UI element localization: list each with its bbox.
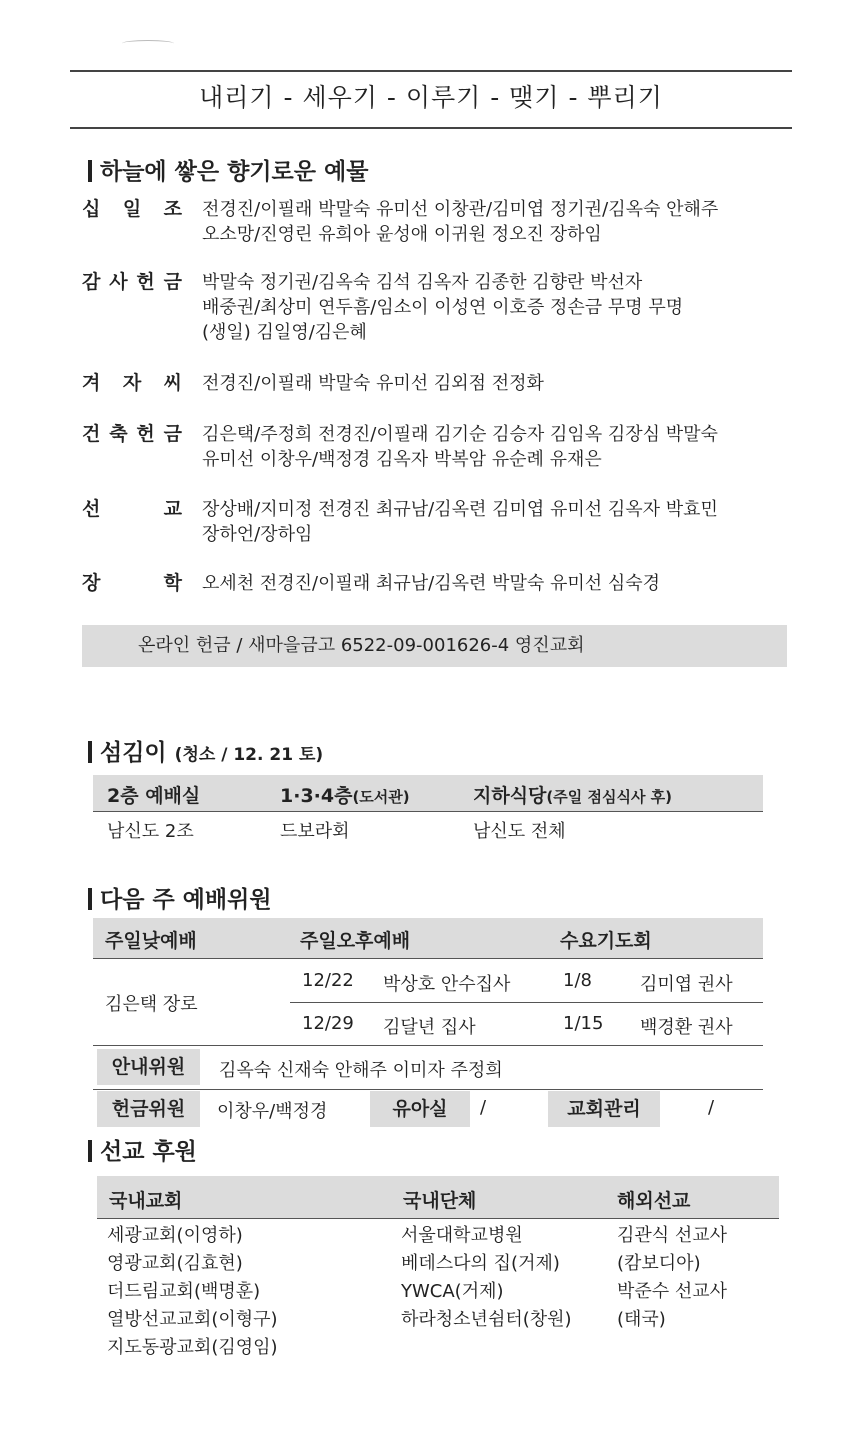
usher-label: 안내위원 xyxy=(97,1049,200,1085)
offering-names-line: 장상배/지미정 전경진 최규남/김옥련 김미엽 유미선 김옥자 박효민 xyxy=(202,499,718,520)
scan-mark xyxy=(122,40,174,47)
offering-category-char: 헌 xyxy=(136,271,155,293)
mission-overseas-item: (태국) xyxy=(617,1309,666,1330)
offering-category xyxy=(82,371,182,396)
offering-category-char: 겨 xyxy=(82,372,101,394)
offering-names-line: 오세천 전경진/이필래 최규남/김옥련 박말숙 유미선 심숙경 xyxy=(202,573,661,594)
offering-category-char: 교 xyxy=(163,498,182,520)
online-offering-text: 온라인 헌금 / 새마을금고 6522-09-001626-4 영진교회 xyxy=(138,635,585,656)
offering-category-char: 씨 xyxy=(163,372,182,394)
worship-row-rule xyxy=(290,1002,763,1003)
mission-overseas-item: (캄보디아) xyxy=(617,1253,701,1274)
offering-category-char: 장 xyxy=(82,572,101,594)
offering-names-line: 전경진/이필래 박말숙 유미선 김외점 전정화 xyxy=(202,373,544,394)
section-marker-icon xyxy=(88,741,92,763)
offering-category-char: 자 xyxy=(122,372,142,394)
banner-top-rule xyxy=(70,70,792,72)
worship-title: 다음 주 예배위원 xyxy=(88,881,272,914)
wednesday-name-1: 김미엽 권사 xyxy=(640,974,733,995)
offering-category xyxy=(82,197,182,222)
offering-names-line: (생일) 김일영/김은혜 xyxy=(202,322,367,343)
offering-category xyxy=(82,497,182,522)
mission-overseas-list xyxy=(617,1222,727,1334)
wednesday-date-1: 1/8 xyxy=(563,970,592,991)
cleaning-header-3: 지하식당(주일 점심식사 후) xyxy=(473,785,673,807)
worship-table-rule xyxy=(93,1045,763,1046)
offering-names-line: 오소망/진영린 유희아 윤성애 이귀원 정오진 장하임 xyxy=(202,224,602,245)
banner-title: 내리기 - 세우기 - 이루기 - 맺기 - 뿌리기 xyxy=(199,83,663,112)
mission-org-item: 베데스다의 집(거제) xyxy=(401,1253,560,1274)
afternoon-name-1: 박상호 안수집사 xyxy=(383,974,511,995)
offering-names xyxy=(202,371,792,396)
mission-church-item: 열방선교교회(이형구) xyxy=(107,1309,278,1330)
offering-category-char: 헌 xyxy=(136,423,155,445)
church-management-label: 교회관리 xyxy=(548,1091,660,1127)
offering-names xyxy=(202,270,792,345)
church-management-value: / xyxy=(708,1097,715,1118)
sunday-leader: 김은택 장로 xyxy=(105,994,198,1015)
section-marker-icon xyxy=(88,888,92,910)
offering-names-line: 전경진/이필래 박말숙 유미선 이창관/김미엽 정기권/김옥숙 안해주 xyxy=(202,199,719,220)
offering-category-char: 금 xyxy=(163,271,182,293)
nursery-value: / xyxy=(480,1097,487,1118)
afternoon-date-2: 12/29 xyxy=(302,1013,354,1034)
offering-names xyxy=(202,497,792,547)
wednesday-date-2: 1/15 xyxy=(563,1013,604,1034)
mission-org-item: 하라청소년쉼터(창원) xyxy=(401,1309,572,1330)
mission-overseas-item: 김관식 선교사 xyxy=(617,1225,728,1246)
cleaning-value-3: 남신도 전체 xyxy=(473,821,566,842)
worship-header-rule xyxy=(93,958,763,959)
offering-names-line: 김은택/주정희 전경진/이필래 김기순 김승자 김임옥 김장심 박말숙 xyxy=(202,424,718,445)
mission-church-item: 지도동광교회(김영임) xyxy=(107,1337,278,1358)
offering-names-line: 배중권/최상미 연두흠/임소이 이성연 이호증 정손금 무명 무명 xyxy=(202,297,684,318)
cleaning-title: 섬김이 (청소 / 12. 21 토) xyxy=(88,734,323,767)
offering-committee-members: 이창우/백정경 xyxy=(217,1101,328,1122)
offering-names-line: 장하언/장하임 xyxy=(202,524,313,545)
banner-bottom-rule xyxy=(70,127,792,129)
offering-category xyxy=(82,422,182,447)
online-offering-bar xyxy=(82,625,787,667)
offering-names xyxy=(202,422,792,472)
cleaning-header-rule xyxy=(93,811,763,812)
offering-category-char: 선 xyxy=(82,498,101,520)
mission-church-item: 세광교회(이영하) xyxy=(107,1225,243,1246)
cleaning-header-1: 2층 예배실 xyxy=(107,785,201,807)
cleaning-header-2: 1·3·4층(도서관) xyxy=(280,785,410,807)
offering-names xyxy=(202,571,792,596)
offering-names-line: 박말숙 정기권/김옥숙 김석 김옥자 김종한 김향란 박선자 xyxy=(202,272,643,293)
afternoon-name-2: 김달년 집사 xyxy=(383,1017,476,1038)
afternoon-date-1: 12/22 xyxy=(302,970,354,991)
mission-header-overseas: 해외선교 xyxy=(617,1190,691,1212)
offering-category-char: 사 xyxy=(109,271,128,293)
offering-category xyxy=(82,270,182,295)
offering-category-char: 금 xyxy=(163,423,182,445)
cleaning-subtitle: (청소 / 12. 21 토) xyxy=(174,745,324,765)
offering-category-char: 감 xyxy=(82,271,101,293)
usher-rule xyxy=(93,1089,763,1090)
cleaning-value-2: 드보라회 xyxy=(280,821,350,842)
section-marker-icon xyxy=(88,1140,92,1162)
offering-category-char: 십 xyxy=(82,198,101,220)
usher-members: 김옥숙 신재숙 안해주 이미자 주정희 xyxy=(219,1060,503,1081)
offering-category-char: 건 xyxy=(82,423,101,445)
cleaning-value-1: 남신도 2조 xyxy=(107,821,194,842)
offering-names-line: 유미선 이창우/백정경 김옥자 박복암 유순례 유재은 xyxy=(202,449,602,470)
offering-names xyxy=(202,197,792,247)
offerings-title: 하늘에 쌓은 향기로운 예물 xyxy=(88,153,368,186)
offering-category-char: 조 xyxy=(163,198,182,220)
nursery-label: 유아실 xyxy=(370,1091,470,1127)
mission-churches-list xyxy=(107,1222,278,1362)
mission-header-churches: 국내교회 xyxy=(109,1190,183,1212)
wednesday-name-2: 백경환 권사 xyxy=(640,1017,733,1038)
offering-category-char: 학 xyxy=(163,572,182,594)
mission-header-orgs: 국내단체 xyxy=(403,1190,477,1212)
mission-overseas-item: 박준수 선교사 xyxy=(617,1281,728,1302)
mission-org-item: 서울대학교병원 xyxy=(401,1225,523,1246)
offering-committee-label: 헌금위원 xyxy=(97,1091,200,1127)
mission-church-item: 더드림교회(백명훈) xyxy=(107,1281,261,1302)
mission-org-item: YWCA(거제) xyxy=(401,1281,504,1302)
offering-category-char: 일 xyxy=(122,198,142,220)
worship-header-sunday: 주일낮예배 xyxy=(105,930,197,952)
offering-category-char: 축 xyxy=(109,423,128,445)
worship-header-afternoon: 주일오후예배 xyxy=(300,930,411,952)
mission-church-item: 영광교회(김효현) xyxy=(107,1253,243,1274)
mission-title: 선교 후원 xyxy=(88,1133,197,1166)
worship-header-wednesday: 수요기도회 xyxy=(560,930,652,952)
mission-orgs-list xyxy=(401,1222,572,1334)
section-marker-icon xyxy=(88,160,92,182)
mission-header-rule xyxy=(97,1218,779,1219)
offering-category xyxy=(82,571,182,596)
